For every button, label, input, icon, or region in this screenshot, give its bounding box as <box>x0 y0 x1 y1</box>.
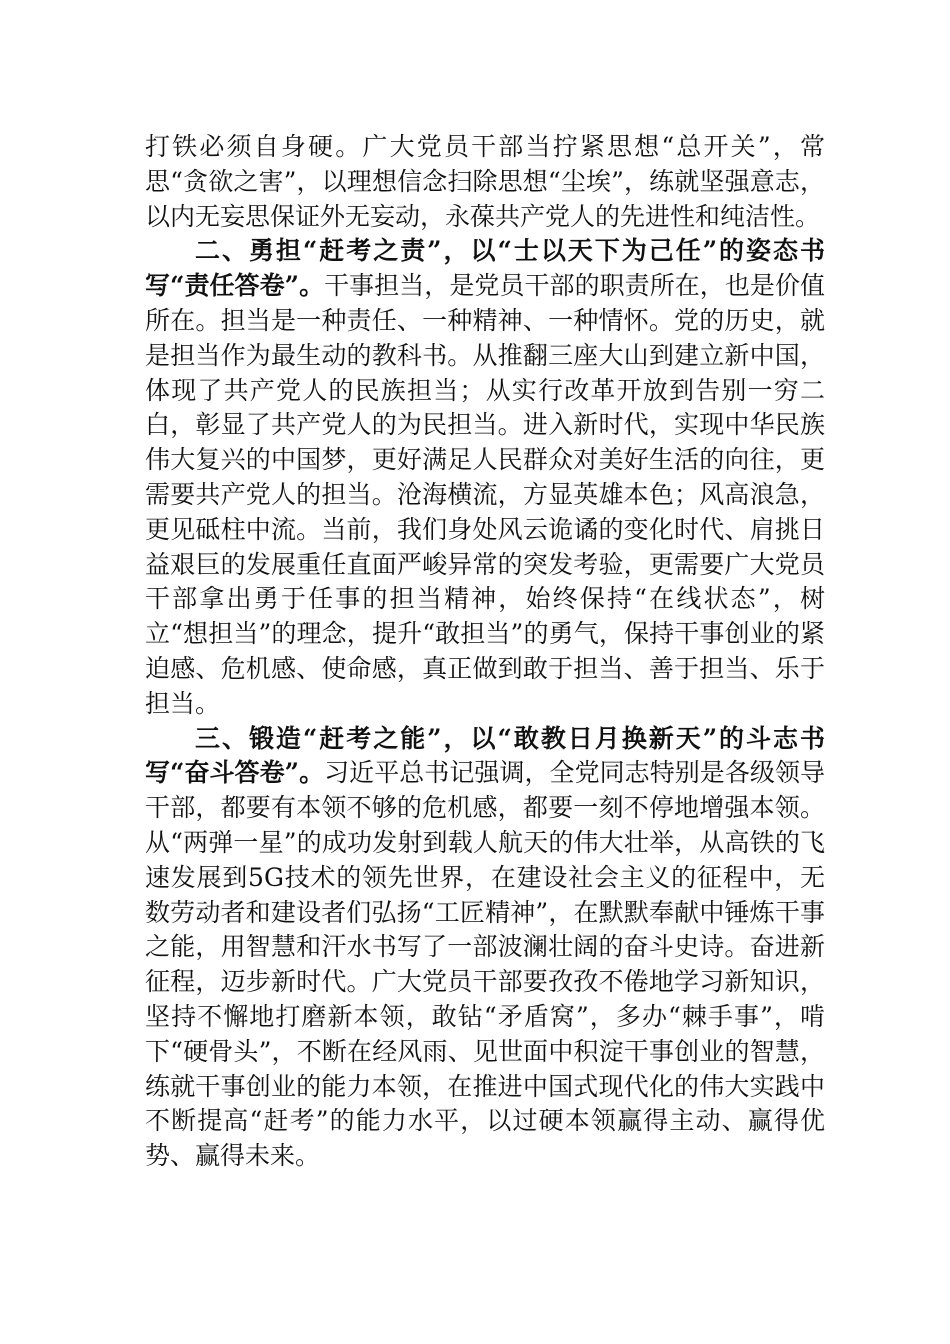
section-heading: 二、勇担“赶考之责”，以“士以天下为己任”的姿态书写“责任答卷”。 <box>145 236 825 301</box>
paragraph-body: 习近平总书记强调，全党同志特别是各级领导干部，都要有本领不够的危机感，都要一刻不停地增强本领。从“两弹一星”的成功发射到载人航天的伟大壮举，从高铁的飞速发展到5G技术的领先世界，在建设社会主义的征程中，无数劳动者和建设者们弘扬“工匠精神”，在默默奉献中锤炼干事之能，用智慧和汗水书写了一部波澜壮阔的奋斗史诗。奋进新征程，迈步新时代。广大党员干部要孜孜不倦地学习新知识，坚持不懈地打磨新本领，敢钻“矛盾窝”，多办“棘手事”，啃下“硬骨头”，不断在经风雨、见世面中积淀干事创业的智慧，练就干事创业的能力本领，在推进中国式现代化的伟大实践中不断提高“赶考”的能力水平，以过硬本领赢得主动、赢得优势、赢得未来。 <box>145 758 825 1171</box>
paragraph-body: 打铁必须自身硬。广大党员干部当拧紧思想“总开关”，常思“贪欲之害”，以理想信念扫除思想“尘埃”，练就坚强意志，以内无妄思保证外无妄动，永葆共产党人的先进性和纯洁性。 <box>145 132 825 231</box>
paragraph-body: 干事担当，是党员干部的职责所在，也是价值所在。担当是一种责任、一种精神、一种情怀。党的历史，就是担当作为最生动的教科书。从推翻三座大山到建立新中国，体现了共产党人的民族担当；从实行改革开放到告别一穷二白，彰显了共产党人的为民担当。进入新时代，实现中华民族伟大复兴的中国梦，更好满足人民群众对美好生活的向往，更需要共产党人的担当。沧海横流，方显英雄本色；风高浪急，更见砥柱中流。当前，我们身处风云诡谲的变化时代、肩挑日益艰巨的发展重任直面严峻异常的突发考验，更需要广大党员干部拿出勇于任事的担当精神，始终保持“在线状态”，树立“想担当”的理念，提升“敢担当”的勇气，保持干事创业的紧迫感、危机感、使命感，真正做到敢于担当、善于担当、乐于担当。 <box>145 271 825 718</box>
paragraph-continuation <box>145 130 825 234</box>
document-body <box>145 130 825 1174</box>
section-heading: 三、锻造“赶考之能”，以“敢教日月换新天”的斗志书写“奋斗答卷”。 <box>145 723 825 788</box>
paragraph-section-3 <box>145 722 825 1174</box>
paragraph-section-2 <box>145 234 825 721</box>
